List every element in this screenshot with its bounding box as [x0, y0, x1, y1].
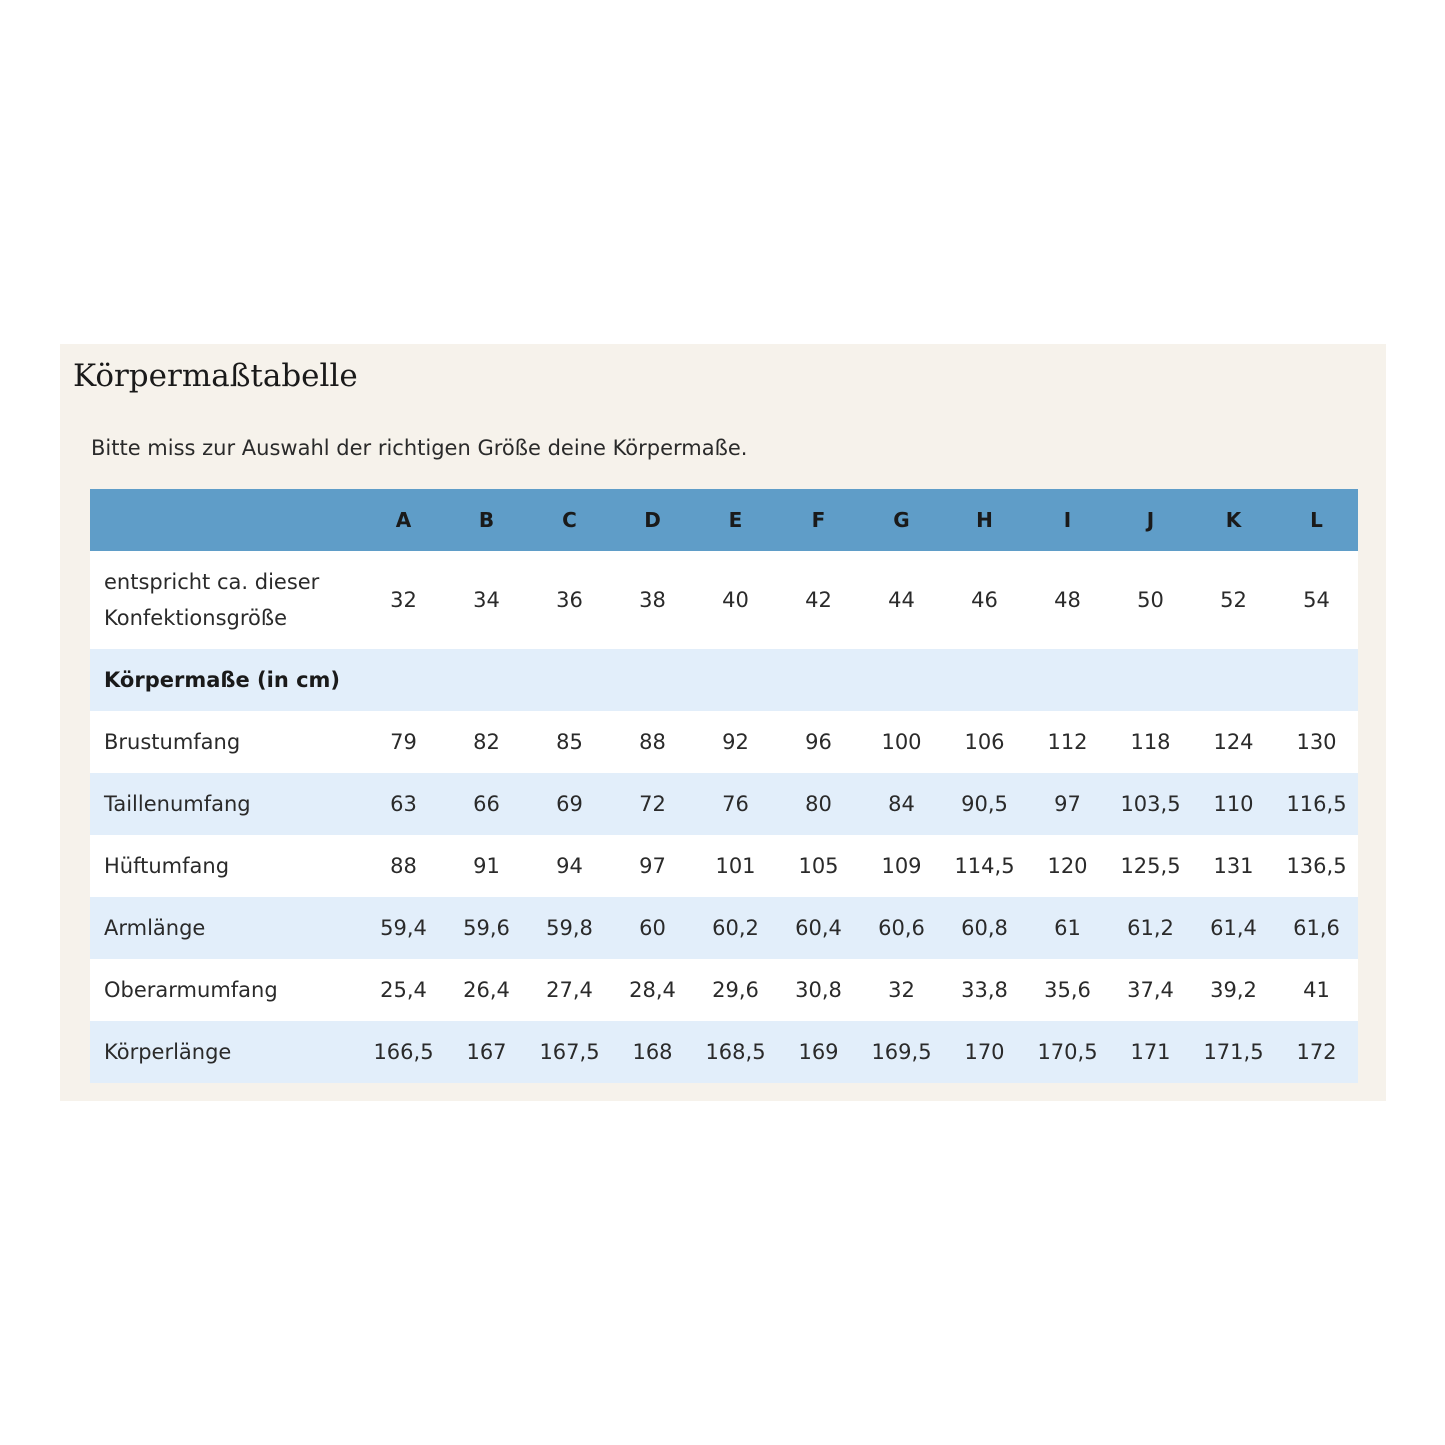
- table-cell: 169,5: [871, 1040, 932, 1064]
- table-cell: 118: [1130, 730, 1171, 754]
- header-size-i: I: [1063, 508, 1072, 532]
- table-cell: 60,8: [961, 916, 1008, 940]
- table-cell: 27,4: [546, 978, 593, 1002]
- table-cell: 114,5: [954, 854, 1015, 878]
- table-cell: 61,4: [1210, 916, 1257, 940]
- table-cell: 33,8: [961, 978, 1008, 1002]
- table-cell: 60,4: [795, 916, 842, 940]
- table-cell: 60,2: [712, 916, 759, 940]
- table-header-row: [90, 489, 1358, 551]
- table-cell: 88: [639, 730, 666, 754]
- table-cell: 97: [639, 854, 666, 878]
- row-label: Armlänge: [104, 916, 206, 940]
- table-row: [90, 835, 1358, 897]
- table-cell: 170: [964, 1040, 1005, 1064]
- table-cell: 109: [881, 854, 922, 878]
- table-cell: 168: [632, 1040, 673, 1064]
- label-line-1: entspricht ca. dieser: [104, 570, 320, 594]
- table-cell: 167,5: [539, 1040, 600, 1064]
- table-cell: 44: [888, 588, 915, 612]
- header-size-b: B: [478, 508, 495, 532]
- header-size-f: F: [811, 508, 826, 532]
- table-cell: 120: [1047, 854, 1088, 878]
- table-cell: 48: [1054, 588, 1081, 612]
- row-label: Oberarmumfang: [104, 978, 278, 1002]
- header-size-k: K: [1225, 508, 1242, 532]
- table-cell: 32: [888, 978, 915, 1002]
- header-size-g: G: [893, 508, 910, 532]
- table-cell: 28,4: [629, 978, 676, 1002]
- size-chart-panel: [60, 344, 1386, 1101]
- table-cell: 116,5: [1286, 792, 1347, 816]
- table-cell: 103,5: [1120, 792, 1181, 816]
- table-cell: 171,5: [1203, 1040, 1264, 1064]
- konfektion-row: [90, 551, 1358, 649]
- header-size-j: J: [1146, 508, 1155, 532]
- table-cell: 168,5: [705, 1040, 766, 1064]
- table-cell: 50: [1137, 588, 1164, 612]
- table-cell: 170,5: [1037, 1040, 1098, 1064]
- table-cell: 42: [805, 588, 832, 612]
- table-cell: 63: [390, 792, 417, 816]
- header-size-h: H: [976, 508, 993, 532]
- table-cell: 101: [715, 854, 756, 878]
- table-cell: 61: [1054, 916, 1081, 940]
- label-line-2: Konfektionsgröße: [104, 606, 288, 630]
- table-cell: 61,2: [1127, 916, 1174, 940]
- table-cell: 59,6: [463, 916, 510, 940]
- table-cell: 52: [1220, 588, 1247, 612]
- table-cell: 29,6: [712, 978, 759, 1002]
- section-header-row: [90, 649, 1358, 711]
- row-label: [90, 551, 362, 649]
- table-cell: 46: [971, 588, 998, 612]
- table-cell: 167: [466, 1040, 507, 1064]
- table-cell: 105: [798, 854, 839, 878]
- table-cell: 130: [1296, 730, 1337, 754]
- row-label: Brustumfang: [104, 730, 241, 754]
- table-cell: 76: [722, 792, 749, 816]
- page-title: Körpermaßtabelle: [73, 358, 358, 394]
- table-cell: 60: [639, 916, 666, 940]
- table-cell: 125,5: [1120, 854, 1181, 878]
- table-cell: 171: [1130, 1040, 1171, 1064]
- table-cell: 80: [805, 792, 832, 816]
- table-cell: 66: [473, 792, 500, 816]
- header-size-e: E: [728, 508, 743, 532]
- header-size-a: A: [395, 508, 412, 532]
- table-cell: 96: [805, 730, 832, 754]
- table-row: [90, 897, 1358, 959]
- table-cell: 37,4: [1127, 978, 1174, 1002]
- table-cell: 25,4: [380, 978, 427, 1002]
- table-cell: 26,4: [463, 978, 510, 1002]
- table-cell: 35,6: [1044, 978, 1091, 1002]
- header-empty-cell: [90, 489, 362, 551]
- table-cell: 36: [556, 588, 583, 612]
- table-cell: 38: [639, 588, 666, 612]
- table-cell: 54: [1303, 588, 1330, 612]
- table-cell: 59,8: [546, 916, 593, 940]
- table-cell: 85: [556, 730, 583, 754]
- header-size-l: L: [1310, 508, 1323, 532]
- table-cell: 59,4: [380, 916, 427, 940]
- row-label: Taillenumfang: [104, 792, 251, 816]
- body-measurement-table: [90, 489, 1358, 1083]
- table-cell: 60,6: [878, 916, 925, 940]
- table-cell: 90,5: [961, 792, 1008, 816]
- intro-text: Bitte miss zur Auswahl der richtigen Größe deine Körpermaße.: [91, 436, 748, 460]
- table-cell: 97: [1054, 792, 1081, 816]
- table-cell: 79: [390, 730, 417, 754]
- table-cell: 88: [390, 854, 417, 878]
- table-row: [90, 711, 1358, 773]
- section-label: Körpermaße (in cm): [104, 668, 341, 692]
- table-row: [90, 773, 1358, 835]
- table-cell: 110: [1213, 792, 1254, 816]
- table-cell: 131: [1213, 854, 1254, 878]
- table-cell: 100: [881, 730, 922, 754]
- table-cell: 94: [556, 854, 583, 878]
- table-cell: 82: [473, 730, 500, 754]
- table-cell: 61,6: [1293, 916, 1340, 940]
- table-row: [90, 959, 1358, 1021]
- row-label: Hüftumfang: [104, 854, 230, 878]
- row-label: Körperlänge: [104, 1040, 232, 1064]
- table-cell: 136,5: [1286, 854, 1347, 878]
- table-cell: 32: [390, 588, 417, 612]
- table-cell: 106: [964, 730, 1005, 754]
- table-cell: 169: [798, 1040, 839, 1064]
- table-cell: 72: [639, 792, 666, 816]
- table-cell: 172: [1296, 1040, 1337, 1064]
- table-row: [90, 1021, 1358, 1083]
- table-cell: 166,5: [373, 1040, 434, 1064]
- table-cell: 39,2: [1210, 978, 1257, 1002]
- table-cell: 30,8: [795, 978, 842, 1002]
- table-cell: 40: [722, 588, 749, 612]
- table-cell: 124: [1213, 730, 1254, 754]
- header-size-d: D: [644, 508, 661, 532]
- header-size-c: C: [562, 508, 577, 532]
- table-cell: 84: [888, 792, 915, 816]
- table-cell: 112: [1047, 730, 1088, 754]
- table-cell: 34: [473, 588, 500, 612]
- table-cell: 91: [473, 854, 500, 878]
- table-cell: 92: [722, 730, 749, 754]
- table-cell: 69: [556, 792, 583, 816]
- table-cell: 41: [1303, 978, 1330, 1002]
